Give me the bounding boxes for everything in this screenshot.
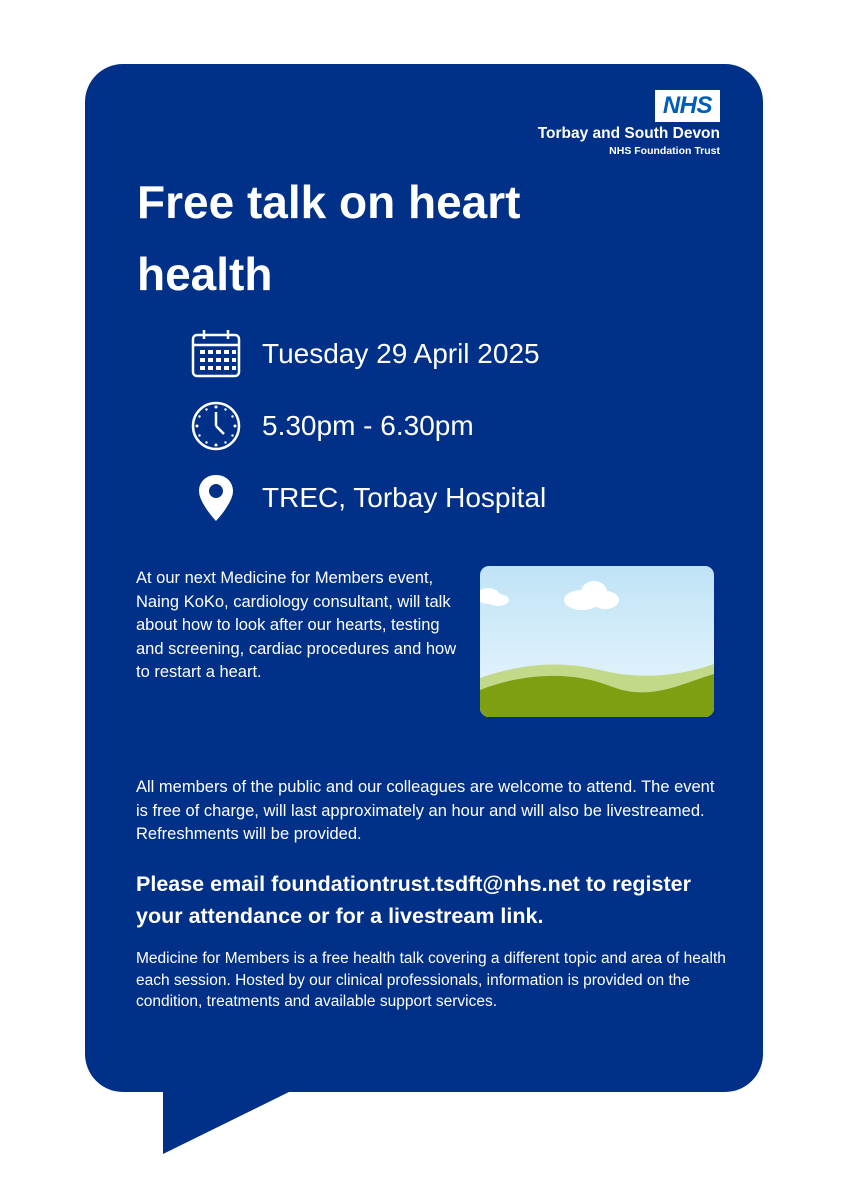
organisation-name: Torbay and South Devon: [537, 125, 720, 142]
event-time-text: 5.30pm - 6.30pm: [262, 410, 474, 441]
location-pin-icon: [190, 472, 242, 524]
attendance-info: All members of the public and our colleagues are welcome to attend. The event is free of charge, will last approximately an hour and will also be livestreamed. Refreshments will be provided.: [136, 778, 715, 843]
event-time: [190, 400, 474, 452]
about-medicine-for-members: Medicine for Members is a free health talk covering a different topic and area of health each session. Hosted by our clinical professionals, information is provided on the condition, treatments and available support services.: [136, 950, 726, 1010]
page-title: Free talk on heart health: [137, 176, 521, 300]
event-location: [190, 472, 546, 524]
speech-bubble-tail: [163, 1090, 293, 1154]
event-description: At our next Medicine for Members event, Naing KoKo, cardiology consultant, will talk about how to look after our hearts, testing and screening, cardiac procedures and how to restart a heart.: [136, 569, 457, 681]
event-date-text: Tuesday 29 April 2025: [262, 338, 540, 369]
event-date: [190, 328, 540, 380]
event-location-text: TREC, Torbay Hospital: [262, 482, 547, 513]
calendar-icon: [190, 328, 242, 380]
organisation-subtitle: NHS Foundation Trust: [609, 145, 720, 157]
registration-call-to-action: Please email foundationtrust.tsdft@nhs.net to register your attendance or for a livestream link.: [136, 872, 691, 928]
nhs-logo: [480, 90, 720, 157]
clock-icon: [190, 400, 242, 452]
landscape-image-placeholder: [480, 566, 714, 717]
nhs-badge: NHS: [655, 90, 720, 122]
